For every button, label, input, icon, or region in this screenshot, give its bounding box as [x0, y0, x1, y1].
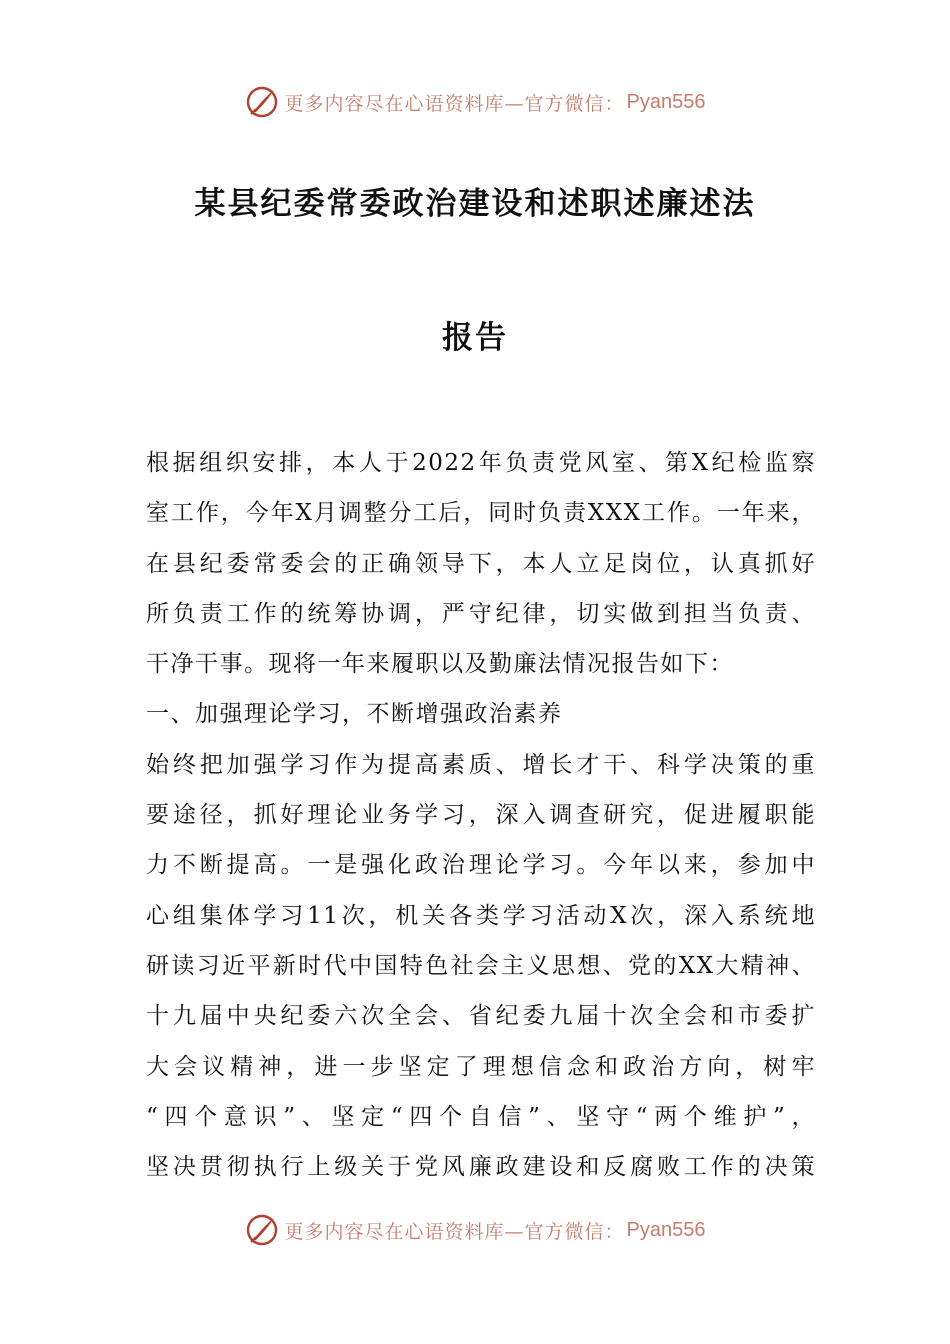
- body-line: “四个意识”、坚定“四个自信”、坚守“两个维护”，: [146, 1103, 816, 1130]
- body-line: 要途径，抓好理论业务学习，深入调查研究，促进履职能: [146, 802, 816, 829]
- watermark-wechat-id: Pyan556: [626, 1218, 706, 1241]
- body-line: 大会议精神，进一步坚定了理想信念和政治方向，树牢: [146, 1053, 816, 1080]
- watermark-text: 更多内容尽在心语资料库—官方微信：: [284, 1220, 625, 1243]
- body-line: 十九届中央纪委六次全会、省纪委九届十次全会和市委扩: [146, 1003, 816, 1030]
- body-line: 根据组织安排，本人于2022年负责党风室、第X纪检监察: [146, 450, 816, 476]
- body-line: 心组集体学习11次，机关各类学习活动X次，深入系统地: [146, 902, 816, 929]
- quill-pen-logo-icon: [245, 1213, 279, 1247]
- body-line: 干净干事。现将一年来履职以及勤廉法情况报告如下：: [146, 651, 734, 678]
- document-title-line-2: 报告: [442, 320, 508, 356]
- header-watermark: [0, 82, 950, 122]
- body-line: 在县纪委常委会的正确领导下，本人立足岗位，认真抓好: [146, 550, 816, 577]
- document-body: [146, 438, 816, 1192]
- section-heading: 一、加强理论学习，不断增强政治素养: [146, 701, 563, 728]
- body-line: 力不断提高。一是强化政治理论学习。今年以来，参加中: [146, 852, 816, 879]
- body-line: 坚决贯彻执行上级关于党风廉政建设和反腐败工作的决策: [146, 1154, 816, 1181]
- watermark-wechat-id: Pyan556: [626, 90, 706, 113]
- document-title-line-1: 某县纪委常委政治建设和述职述廉述法: [194, 186, 756, 222]
- watermark-text: 更多内容尽在心语资料库—官方微信：: [284, 92, 625, 115]
- body-line: 研读习近平新时代中国特色社会主义思想、党的XX大精神、: [146, 952, 816, 979]
- quill-pen-logo-icon: [245, 85, 279, 119]
- footer-watermark: [0, 1210, 950, 1250]
- body-line: 所负责工作的统筹协调，严守纪律，切实做到担当负责、: [146, 600, 816, 627]
- body-line: 室工作，今年X月调整分工后，同时负责XXX工作。一年来，: [146, 500, 816, 527]
- body-line: 始终把加强学习作为提高素质、增长才干、科学决策的重: [146, 751, 816, 778]
